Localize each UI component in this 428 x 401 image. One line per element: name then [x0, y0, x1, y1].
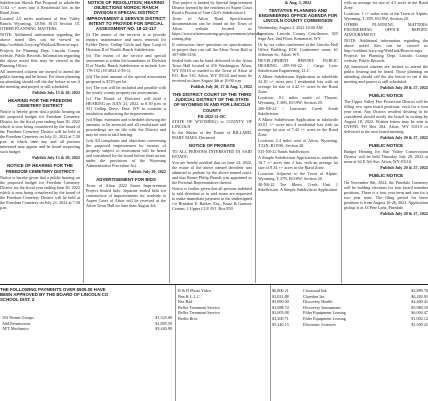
payment-amount: $2,400.41 [411, 299, 428, 305]
notice-text: Location: 2.4 miles west of Afton, Wyoming. T.32N, R119W; Section 28. [258, 137, 338, 148]
payee-name: Elder Equipment Leasing [303, 315, 346, 321]
notice-text: Subdivision Sketch Plat Proposal to subdivide 11.62 +/- acres into 4 Residential lots in the Rural Zone. [0, 0, 80, 15]
case-number: PR-2022-31-DC [197, 113, 227, 119]
notice-text: (vii) All complaints and objections concerning the proposed improvement by owners of property subject to assessment will be heard and considered by the board before final action, under the provisions of the Wyoming Administrative Procedure Act. [86, 138, 166, 169]
notice-text: with an average lot size of 4.5 acres in the Rural Zone. [344, 0, 428, 10]
notice-heading: PUBLIC NOTICE [368, 173, 404, 179]
publish-date: Publish July 20 & 27, 2022 [380, 135, 428, 141]
notice-heading: NOTICE OF RESOLUTION; HEARING OBJECTIONS NORDIC RANCH DIVISION II SPECIAL DISTRICT IMPROVEMENT & SERVICE DISTRICT INTENT TO PROVIDE FOR SPECIAL ASSESSMENT NO. 18-12-117 [86, 0, 166, 32]
notice-text: You are hereby notified that on June 22, 2022, the estate of the above named decedent was admitted to probate by the above named court, and that Renee Philip Brandt was appointed as the Personal Representative thereof. [172, 160, 252, 186]
payment-amount: $6,282.93 [411, 293, 428, 299]
payments-heading-text: THE FOLLOWING PAYMENTS OVER $500.00 HAVE BEEN APPROVED BY THE BOARD OF LINCOLN CO SCHOOL DIST. 2 [0, 287, 109, 303]
payee-name: Bee Rad [178, 299, 193, 305]
payment-row [272, 322, 428, 328]
notice-text: All interested citizens are invited to attend the public hearing and be heard. Those planning on attending should call the day before to see if the meeting and project is still scheduled. [344, 64, 428, 84]
notice-text: 535-NS-22 Sands Subdivision. [258, 148, 310, 154]
column-4 [258, 0, 338, 283]
payment-amount: $1,500.21 [411, 321, 428, 327]
notice-text: On November 8th, 2022, the Pinedale Cemetery will be holding elections for four board member positions. There is a four year term and one for a two year term. The filing period for these positions is from August 10-26, 2022. Application pickup is at 14 Pine Lane, Pinedale. [344, 179, 428, 210]
notice-text: Projects for Planning Dept. Lincoln County website, Public Records. Information regarding the above noted files may be viewed at the Planning Office. [0, 48, 80, 68]
notice-heading: THE DISTRICT COURT OF THE THIRD JUDICIAL DISTRICT OF THE STATE OF WYOMING IN AND FOR LINCOLN COUNTY [172, 92, 252, 113]
notice-text: (ii) The extent of the service and special assessment is within the boundaries of Division II of Nordic Ranch Subdivision to include Lots 178-192 (18-2022-2-39-1). [86, 53, 166, 74]
notice-text: Location: 0.1 miles south of Thayne, Wyoming. T.36N, R119W; Section 29. [258, 94, 338, 105]
notice-text: OTHER PLANNING MATTERS. ENGINEERING OFFICE REPORT. ADJOURNMENT. [344, 22, 428, 37]
payment-amount: $3,440.90 [155, 326, 172, 332]
notice-text: STATE OF WYOMING) ss COUNTY OF LINCOLN [172, 118, 252, 129]
notice-text: A Simple Subdivision Application to subdivide 16.7 +/- acres into 2 lots, with an average lot size of 8.34 +/- acres in the Rural Zone. [258, 154, 338, 170]
column-rule [270, 285, 271, 401]
notice-text: Notice is hereby given that a public hearing on the proposed budget for Freedom Cemetery District for the fiscal year ending June 30, 2022 which is now being considered by the board of the Freedom Cemetery District will be held at the Freedom Cemetery on July 21, 2022 at 7:30 p.m. at which time any and all persons interested may appear and be heard respecting such budget. [0, 109, 80, 155]
payments-table-right [272, 288, 428, 327]
payment-amount: $5,240.15 [272, 321, 289, 327]
column-rule [83, 0, 84, 283]
notice-text: Notice is further given that all persons indebted to said decedent or to said estate are requested to make immediate payment to the undersigned c/o Brandon E. Barker, Esq., Kunz & Gamsey Certum, 1 Upper LLP. P.O. Box 850 [172, 186, 252, 212]
notice-text: DEVELOPMENT REPORT. PUBLIC HEARING. 285-NS-22 / Cargo Lyric Subdivision Engineering, LLC. [258, 57, 338, 73]
payment-amount: $3,890.00 [272, 299, 289, 305]
notice-text: If contractors have questions on specifications or project they can call the Afton Town Hall at 307-886-3156. [172, 42, 252, 57]
notice-heading: TENTATIVE PLANNING AND ENGINEERING OFFICE AGENDA FOR LINCOLN COUNTY COMMISSION [258, 8, 338, 24]
payee-name: Electronic Sciences [303, 321, 336, 327]
notice-text: (v) The Board of Directors will hold a HEARING on JULY 21, 2022, at 6:30 p.m. at 331 Gallop Drive, Etna, WY to consider a resolution authorizing the improvements. [86, 96, 166, 117]
notice-heading: ADVERTISEMENT FOR BIDS [96, 177, 156, 183]
payment-amount: $6,800.21 [272, 288, 289, 293]
column-rule [169, 0, 170, 283]
notice-text: (iv) The cost will be included and payable with the yearly county property tax assessments. [86, 85, 166, 96]
notice-text: This project is funded by Special Improvement District formed by the residents of Aspen Court Road a Portion of Tom Cliff's Subdivision I. [172, 0, 252, 15]
payment-row [178, 316, 268, 322]
notice-heading: NOTICE OF HEARING FOR THE FREEDOM CEMETERY DISTRICT [5, 163, 75, 174]
publish-date: Publish July 20, 2022 [128, 169, 166, 175]
payee-name: Discovery Instruments [303, 304, 342, 310]
notice-text: (i) The nature of the services is to provide repairs, maintenance and snow removal for Eyhler Drive, Gallup Circle and Spur Loop of Division II of Nordic Ranch Subdivision. [86, 32, 166, 53]
payment-amount: $1,805.50 [155, 320, 172, 326]
notice-text: Budget Hearing for Star Valley Conservation District will be held Thursday July 28, 2022 at noon at 62 E 5th Ave, Afton, WY 83110. [344, 149, 428, 165]
column-3 [172, 0, 264, 283]
payee-name: Discovery Health [303, 299, 333, 305]
notice-text: Notice is hereby given that a public hearing on the proposed budget for Freedom Cemetery District for the fiscal year ending June 30, 2022 which is now being considered by the board of the Freedom Cemetery District will be held at the Freedom Cemetery on July 21, 2022 at 7:30 p.m. [0, 174, 80, 210]
publish-date: & Aug. 3, 2022 [284, 0, 312, 5]
payment-amount: $6,004.47 [411, 310, 428, 316]
payment-amount: $1,525.00 [155, 315, 172, 320]
payee-name: Crossroad Ink [303, 288, 327, 293]
notice-text: The Upper Valley Fire Protection District will be filling two open board positions, each for a four year term. Any District resident desiring to be considered should notify the board in writing by August 18, 2022. Written letters may be sent to UVFPD, PO Box 284, Afton, WY 83110 or delivered to the next board meeting. [344, 99, 428, 135]
column-2 [86, 0, 166, 283]
notice-text: Located 2.0 miles northeast of Star Valley Ranch, Wyoming. LENS, 8133 Section 10. OTHER PLANNING MATTERS. [0, 16, 80, 31]
notice-text: 40-NS-22 Toe Meow Creek Unit 1 Subdivision. A Simple Subdivision Application [258, 181, 338, 192]
notice-heading: HEARING FOR THE FREEDOM CEMETERY DISTRICT [8, 98, 72, 109]
payment-amount: $3,605.08 [272, 310, 289, 316]
payment-amount: $3,688.74 [272, 304, 289, 310]
payee-name: Bea & L.L.C. [178, 293, 201, 299]
payee-name: Add Permissions [2, 320, 31, 326]
payments-heading [0, 287, 116, 304]
payment-amount: $2,889.76 [411, 288, 428, 293]
payment-row [2, 326, 172, 332]
notice-text: Location: Lincoln County Courthouse, 925 Sage Ave, 2nd Floor, Kemmerer, WY. [258, 30, 338, 41]
notice-text: Location: Adjacent to the Town of Alpine, Wyoming. T.37N, R118W; Section 20. [258, 170, 338, 181]
notice-text: Sealed bids can be hand delivered to the Afton Town Hall located at 416 Washington, Afton, WY 83110 or mailed to the Town of Afton at P.O. Box 310, Afton, WY 83110 and must be received no later August 4th at 10:00 a.m. [172, 58, 252, 83]
publish-date: Publish July 13 & 20, 2022 [32, 155, 80, 161]
notice-text: (iii) The total amount of the special assessment proposed is $729 per lot. [86, 74, 166, 85]
notice-text: A Minor Subdivision Application to subdivide 35.61 +/- acres into 4 residential lots with an average lot size of 7.42 +/- acres in the Rural Zone. [258, 116, 338, 137]
notice-text: Or by via video conference at the Lincoln Hall Office Building, EOC Conference room, 61 Jefferson St., Afton, WY. [258, 41, 338, 57]
notice-text: Wednesday, August 3, 2022 10:00 AM [258, 24, 323, 30]
notice-text: All interested citizens are invited to attend the public hearing and be heard. For those planning on attending should call the day before to see if the meeting and project is still scheduled. [0, 69, 81, 89]
payee-name: AFT Mechanics [2, 326, 30, 332]
notice-text: TO ALL PERSONS INTERESTED IN SAID ESTATE: [172, 149, 252, 160]
notice-heading: NOTICE OF PROBATE [188, 142, 236, 148]
notice-heading: PUBLIC NOTICE [368, 93, 404, 98]
payee-name: Berlin Bros [178, 315, 198, 321]
column-5 [344, 0, 428, 283]
payee-name: Elder Equipment Leasing [303, 310, 346, 316]
payment-amount: $5,980.10 [411, 304, 428, 310]
notice-text: Location: 1 +/- miles west of the Town of Alpine, Wyoming. T.35N, R119W; Section 20. [344, 11, 428, 21]
payee-name: 102 Permit Groups [2, 315, 34, 320]
payee-name: Beller Treatment Service [178, 310, 220, 316]
payee-name: Claredon Inc [303, 293, 325, 299]
notice-text: Town of Afton Road Specification documentation can be found on the Town of Afton website located at: https://www.aftonwyoming.gov/government/planning-zoning.php. [172, 16, 264, 41]
notice-heading: PUBLIC NOTICE [368, 143, 404, 149]
payment-amount: $2,021.88 [272, 293, 289, 299]
payment-amount: $1,002.12 [411, 315, 428, 321]
payments-table-left [2, 315, 172, 332]
publish-date: Publish July 20, 27 & Aug. 3, 2022 [190, 84, 252, 89]
payee-name: Beller Treatment Service [178, 304, 220, 310]
column-rule [341, 0, 342, 283]
notice-text: A Minor Subdivision Application to subdivide 32.10 +/- acres into 1 residential lots with an average lot size of 4.42 +/- acres in the Rural Zone. [258, 73, 338, 94]
column-1 [0, 0, 80, 283]
payments-section [0, 284, 428, 401]
notice-text: 286-NS-22 / Lancaster Creek South Subdivision. [258, 105, 338, 116]
payment-amount: $3,200.71 [272, 315, 289, 321]
payments-table-middle [178, 288, 268, 322]
publish-date: Publish July 20 & 27, 2022 [380, 85, 428, 90]
publish-date: Publish July 20 & 27, 2022 [380, 165, 428, 171]
notice-text: (vi) Maps, estimates and schedules showing the amounts to be assessed and all resolutions and proceedings are on file with the District and may be seen at said hearing. [86, 117, 166, 138]
notice-text: NOTE: Additional information regarding the above noted files can be viewed at: http://weblink.lcwy.org/WebLink/Browse.aspx. Projects for Planning Dept. Lincoln County website, Public Records. [344, 38, 428, 63]
notice-text: Town of Afton 2022 Street Improvement Project Sealed bids: Separate sealed bids for construction of improvements for roadside to Aspen Court of Afton will be received at the Afton Town Hall no later than August 4th [86, 183, 166, 209]
notice-text: NOTE: Additional information regarding the above noted files can be viewed at: http://weblink.lcwy.org/WebLink/Browse.aspx. [0, 32, 80, 47]
column-rule [255, 0, 256, 283]
payee-name: B & D Photo Video [178, 288, 211, 293]
payment-amount [240, 316, 268, 322]
column-rule [175, 285, 176, 401]
publish-date: Publish July 20 & 27, 2022 [380, 210, 428, 216]
publish-date: Publish July 13 & 20, 2022 [32, 90, 80, 95]
notice-text: In the Matter of the Estate of BILLARD, MARY MAES, Deceased [172, 129, 252, 140]
